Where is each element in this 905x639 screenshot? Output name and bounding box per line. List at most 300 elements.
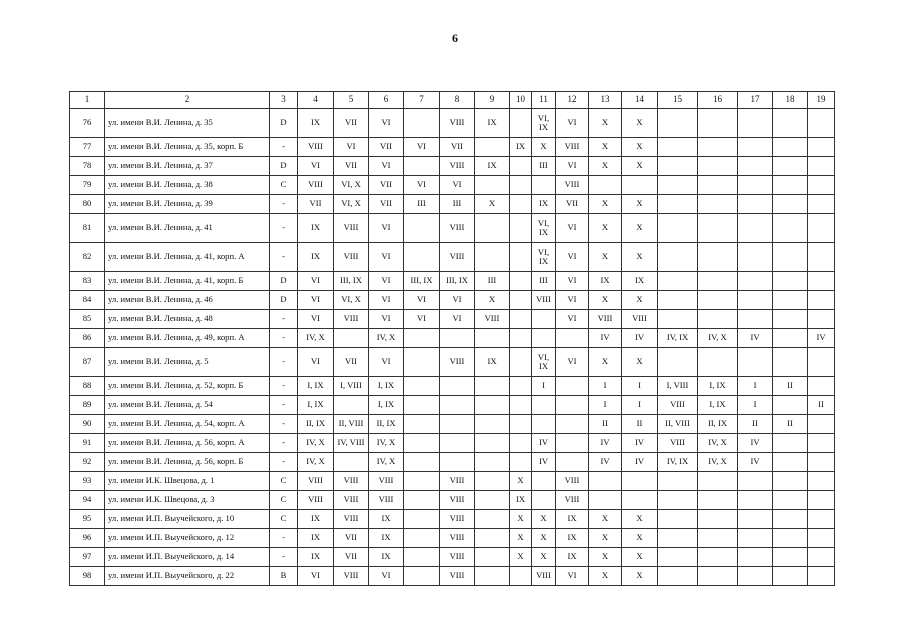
- table-cell: X: [510, 510, 532, 529]
- table-cell: [698, 214, 738, 243]
- table-row: [70, 529, 835, 548]
- table-cell: I: [622, 396, 658, 415]
- table-cell: C: [270, 510, 298, 529]
- table-cell: I, IX: [298, 377, 334, 396]
- row-number-cell: 78: [70, 157, 105, 176]
- table-cell: I, VIII: [334, 377, 369, 396]
- table-cell: D: [270, 157, 298, 176]
- table-cell: [808, 434, 835, 453]
- table-cell: -: [270, 434, 298, 453]
- table-cell: IV: [738, 453, 773, 472]
- table-cell: [773, 157, 808, 176]
- table-cell: [738, 348, 773, 377]
- table-cell: [532, 329, 556, 348]
- table-cell: X: [589, 291, 622, 310]
- table-cell: [738, 291, 773, 310]
- table-cell: X: [622, 348, 658, 377]
- table-cell: VI: [369, 348, 404, 377]
- table-cell: [773, 243, 808, 272]
- table-cell: [440, 415, 475, 434]
- header-cell-2: 2: [105, 92, 270, 109]
- table-cell: III: [440, 195, 475, 214]
- table-cell: [698, 348, 738, 377]
- table-cell: [404, 243, 440, 272]
- table-cell: VI, X: [334, 176, 369, 195]
- table-cell: VI, IX: [532, 243, 556, 272]
- table-cell: D: [270, 272, 298, 291]
- table-cell: -: [270, 396, 298, 415]
- table-cell: [475, 377, 510, 396]
- table-cell: [556, 396, 589, 415]
- table-cell: IX: [589, 272, 622, 291]
- table-cell: [808, 291, 835, 310]
- table-cell: [532, 491, 556, 510]
- table-cell: VII: [556, 195, 589, 214]
- table-cell: VIII: [556, 138, 589, 157]
- row-number-cell: 81: [70, 214, 105, 243]
- table-cell: VIII: [556, 472, 589, 491]
- table-cell: I, IX: [369, 377, 404, 396]
- table-row: [70, 415, 835, 434]
- table-cell: VI: [440, 310, 475, 329]
- table-cell: VIII: [440, 348, 475, 377]
- table-cell: IX: [298, 510, 334, 529]
- table-cell: IX: [556, 510, 589, 529]
- table-cell: [556, 453, 589, 472]
- table-cell: [698, 510, 738, 529]
- row-number-cell: 86: [70, 329, 105, 348]
- table-cell: VI: [556, 243, 589, 272]
- table-cell: C: [270, 472, 298, 491]
- header-cell-11: 11: [532, 92, 556, 109]
- table-cell: [589, 472, 622, 491]
- table-cell: -: [270, 415, 298, 434]
- table-cell: [510, 272, 532, 291]
- table-cell: X: [622, 567, 658, 586]
- table-cell: [510, 176, 532, 195]
- row-number-cell: 76: [70, 109, 105, 138]
- table-cell: VIII: [440, 548, 475, 567]
- table-row: [70, 214, 835, 243]
- table-cell: I: [532, 377, 556, 396]
- table-cell: [698, 157, 738, 176]
- table-row: [70, 377, 835, 396]
- table-cell: C: [270, 176, 298, 195]
- table-cell: [773, 348, 808, 377]
- table-cell: IV, IX: [658, 453, 698, 472]
- table-cell: [510, 157, 532, 176]
- table-cell: VIII: [440, 491, 475, 510]
- address-cell: ул. имени И.П. Выучейского, д. 12: [105, 529, 270, 548]
- table-cell: IV, X: [698, 453, 738, 472]
- row-number-cell: 79: [70, 176, 105, 195]
- table-cell: III: [404, 195, 440, 214]
- table-row: [70, 272, 835, 291]
- table-cell: D: [270, 291, 298, 310]
- table-cell: [773, 329, 808, 348]
- address-cell: ул. имени В.И. Ленина, д. 56, корп. Б: [105, 453, 270, 472]
- table-cell: [773, 176, 808, 195]
- table-cell: I: [738, 396, 773, 415]
- table-cell: [404, 510, 440, 529]
- table-cell: VII: [369, 176, 404, 195]
- table-cell: [658, 243, 698, 272]
- table-cell: [510, 415, 532, 434]
- table-cell: [475, 472, 510, 491]
- table-cell: [440, 453, 475, 472]
- table-cell: X: [622, 291, 658, 310]
- table-cell: X: [510, 529, 532, 548]
- table-cell: [440, 396, 475, 415]
- table-cell: [658, 109, 698, 138]
- table-cell: VIII: [532, 291, 556, 310]
- table-cell: [698, 243, 738, 272]
- table-cell: [475, 548, 510, 567]
- table-cell: I, VIII: [658, 377, 698, 396]
- table-cell: VIII: [440, 567, 475, 586]
- table-cell: [738, 157, 773, 176]
- table-cell: [404, 396, 440, 415]
- table-cell: [658, 291, 698, 310]
- table-cell: [773, 453, 808, 472]
- table-cell: III: [475, 272, 510, 291]
- table-cell: [658, 529, 698, 548]
- table-cell: II, IX: [298, 415, 334, 434]
- row-number-cell: 83: [70, 272, 105, 291]
- table-cell: X: [589, 195, 622, 214]
- table-cell: -: [270, 138, 298, 157]
- table-cell: X: [589, 138, 622, 157]
- header-cell-10: 10: [510, 92, 532, 109]
- table-cell: VIII: [440, 243, 475, 272]
- header-cell-7: 7: [404, 92, 440, 109]
- table-cell: VI: [298, 272, 334, 291]
- table-cell: [808, 472, 835, 491]
- table-cell: IX: [510, 491, 532, 510]
- table-cell: [738, 510, 773, 529]
- table-cell: IV: [589, 434, 622, 453]
- header-cell-8: 8: [440, 92, 475, 109]
- table-cell: IV, X: [369, 434, 404, 453]
- table-cell: [658, 548, 698, 567]
- address-cell: ул. имени В.И. Ленина, д. 54: [105, 396, 270, 415]
- table-cell: [738, 491, 773, 510]
- table-cell: II: [738, 415, 773, 434]
- table-cell: [773, 529, 808, 548]
- table-cell: [698, 195, 738, 214]
- header-cell-9: 9: [475, 92, 510, 109]
- table-cell: VI: [556, 214, 589, 243]
- table-cell: VI: [556, 567, 589, 586]
- address-cell: ул. имени В.И. Ленина, д. 5: [105, 348, 270, 377]
- table-cell: IV: [622, 329, 658, 348]
- table-cell: -: [270, 195, 298, 214]
- table-cell: IX: [298, 109, 334, 138]
- table-cell: IV: [589, 329, 622, 348]
- table-cell: [738, 243, 773, 272]
- table-cell: IV: [589, 453, 622, 472]
- table-cell: IV, X: [298, 329, 334, 348]
- address-cell: ул. имени В.И. Ленина, д. 48: [105, 310, 270, 329]
- header-cell-18: 18: [773, 92, 808, 109]
- table-cell: VI: [440, 176, 475, 195]
- table-cell: X: [589, 157, 622, 176]
- table-cell: VI, IX: [532, 214, 556, 243]
- table-cell: III, IX: [404, 272, 440, 291]
- table-cell: VII: [369, 138, 404, 157]
- table-cell: VIII: [532, 567, 556, 586]
- table-cell: [475, 415, 510, 434]
- table-cell: VI, X: [334, 291, 369, 310]
- table-cell: VII: [298, 195, 334, 214]
- table-cell: X: [532, 138, 556, 157]
- table-body: [70, 92, 835, 586]
- table-cell: [404, 472, 440, 491]
- table-cell: B: [270, 567, 298, 586]
- row-number-cell: 98: [70, 567, 105, 586]
- table-cell: II, VIII: [334, 415, 369, 434]
- table-cell: [698, 529, 738, 548]
- header-cell-17: 17: [738, 92, 773, 109]
- table-cell: X: [475, 195, 510, 214]
- table-cell: VI: [404, 310, 440, 329]
- table-cell: II, VIII: [658, 415, 698, 434]
- table-cell: [532, 415, 556, 434]
- table-cell: VII: [369, 195, 404, 214]
- table-cell: IX: [298, 243, 334, 272]
- table-cell: IX: [298, 529, 334, 548]
- table-cell: [738, 176, 773, 195]
- table-cell: IX: [369, 510, 404, 529]
- table-cell: VIII: [440, 529, 475, 548]
- table-cell: [658, 567, 698, 586]
- table-cell: VII: [440, 138, 475, 157]
- row-number-cell: 90: [70, 415, 105, 434]
- table-cell: [773, 291, 808, 310]
- table-cell: II: [622, 415, 658, 434]
- table-cell: [658, 157, 698, 176]
- table-cell: -: [270, 310, 298, 329]
- table-cell: [773, 195, 808, 214]
- table-cell: [808, 415, 835, 434]
- table-row: [70, 176, 835, 195]
- table-cell: VIII: [334, 243, 369, 272]
- table-cell: VIII: [334, 472, 369, 491]
- table-cell: [532, 472, 556, 491]
- table-cell: [658, 310, 698, 329]
- table-cell: [738, 272, 773, 291]
- table-cell: [334, 329, 369, 348]
- table-cell: [808, 109, 835, 138]
- table-cell: [773, 396, 808, 415]
- table-cell: [589, 176, 622, 195]
- table-cell: [808, 243, 835, 272]
- table-row: [70, 348, 835, 377]
- table-cell: VIII: [334, 310, 369, 329]
- table-cell: IV, X: [369, 453, 404, 472]
- table-cell: VIII: [334, 510, 369, 529]
- address-cell: ул. имени В.И. Ленина, д. 41: [105, 214, 270, 243]
- table-cell: II: [773, 415, 808, 434]
- header-cell-14: 14: [622, 92, 658, 109]
- table-cell: IX: [556, 529, 589, 548]
- table-cell: [475, 396, 510, 415]
- row-number-cell: 91: [70, 434, 105, 453]
- address-cell: ул. имени И.П. Выучейского, д. 22: [105, 567, 270, 586]
- table-cell: VI: [404, 138, 440, 157]
- table-cell: X: [589, 548, 622, 567]
- page-number: 6: [452, 31, 458, 45]
- table-row: [70, 472, 835, 491]
- table-cell: -: [270, 329, 298, 348]
- table-cell: III, IX: [334, 272, 369, 291]
- table-cell: [773, 310, 808, 329]
- table-header-row: [70, 92, 835, 109]
- table-cell: IX: [510, 138, 532, 157]
- table-cell: -: [270, 348, 298, 377]
- table-cell: [475, 491, 510, 510]
- table-cell: IV, X: [369, 329, 404, 348]
- table-cell: IX: [556, 548, 589, 567]
- table-cell: [404, 548, 440, 567]
- table-cell: VIII: [369, 472, 404, 491]
- table-cell: II, IX: [369, 415, 404, 434]
- row-number-cell: 88: [70, 377, 105, 396]
- table-cell: [808, 491, 835, 510]
- table-cell: X: [622, 214, 658, 243]
- table-cell: VIII: [440, 472, 475, 491]
- table-cell: I, IX: [698, 377, 738, 396]
- table-cell: VIII: [622, 310, 658, 329]
- table-cell: [556, 329, 589, 348]
- row-number-cell: 96: [70, 529, 105, 548]
- table-cell: IV, X: [698, 434, 738, 453]
- table-cell: II: [589, 415, 622, 434]
- table-cell: [698, 491, 738, 510]
- table-cell: [773, 214, 808, 243]
- header-cell-4: 4: [298, 92, 334, 109]
- table-cell: III: [532, 157, 556, 176]
- row-number-cell: 80: [70, 195, 105, 214]
- header-cell-5: 5: [334, 92, 369, 109]
- row-number-cell: 94: [70, 491, 105, 510]
- table-cell: VIII: [658, 434, 698, 453]
- table-cell: [738, 472, 773, 491]
- table-cell: [510, 453, 532, 472]
- table-cell: VIII: [440, 510, 475, 529]
- table-row: [70, 510, 835, 529]
- table-cell: -: [270, 529, 298, 548]
- table-row: [70, 548, 835, 567]
- table-cell: VIII: [334, 491, 369, 510]
- table-row: [70, 453, 835, 472]
- table-cell: X: [532, 510, 556, 529]
- table-cell: IX: [475, 348, 510, 377]
- table-cell: -: [270, 243, 298, 272]
- table-cell: IX: [298, 214, 334, 243]
- table-cell: [738, 548, 773, 567]
- table-cell: VII: [334, 348, 369, 377]
- table-cell: VIII: [440, 214, 475, 243]
- address-cell: ул. имени В.И. Ленина, д. 41, корп. А: [105, 243, 270, 272]
- table-cell: [475, 529, 510, 548]
- table-cell: [475, 510, 510, 529]
- table-cell: VI: [440, 291, 475, 310]
- table-cell: [404, 329, 440, 348]
- table-row: [70, 109, 835, 138]
- table-cell: [698, 176, 738, 195]
- table-cell: [808, 310, 835, 329]
- table-cell: I: [622, 377, 658, 396]
- table-cell: X: [510, 548, 532, 567]
- table-cell: C: [270, 491, 298, 510]
- table-cell: VIII: [440, 157, 475, 176]
- table-cell: I, IX: [369, 396, 404, 415]
- table-cell: VII: [334, 529, 369, 548]
- table-cell: [658, 472, 698, 491]
- row-number-cell: 92: [70, 453, 105, 472]
- table-cell: [510, 109, 532, 138]
- table-cell: [622, 472, 658, 491]
- table-cell: [404, 157, 440, 176]
- table-cell: [808, 529, 835, 548]
- table-cell: [738, 310, 773, 329]
- table-cell: [738, 214, 773, 243]
- table-cell: [808, 176, 835, 195]
- table-cell: [404, 567, 440, 586]
- table-cell: VI: [298, 567, 334, 586]
- table-cell: [773, 472, 808, 491]
- table-cell: [773, 109, 808, 138]
- table-cell: I, IX: [698, 396, 738, 415]
- address-cell: ул. имени В.И. Ленина, д. 52, корп. Б: [105, 377, 270, 396]
- table-cell: [698, 138, 738, 157]
- table-cell: VIII: [369, 491, 404, 510]
- table-cell: X: [622, 195, 658, 214]
- table-cell: [475, 434, 510, 453]
- table-cell: I: [589, 377, 622, 396]
- table-cell: VI: [369, 310, 404, 329]
- table-cell: VI: [369, 157, 404, 176]
- header-cell-13: 13: [589, 92, 622, 109]
- table-cell: [510, 348, 532, 377]
- table-cell: VI: [556, 157, 589, 176]
- table-cell: IV: [532, 453, 556, 472]
- table-cell: VIII: [556, 176, 589, 195]
- register-table: [69, 91, 835, 586]
- table-cell: X: [622, 243, 658, 272]
- table-cell: [658, 491, 698, 510]
- table-cell: [475, 214, 510, 243]
- table-cell: IV, X: [698, 329, 738, 348]
- table-cell: VII: [334, 548, 369, 567]
- header-cell-1: 1: [70, 92, 105, 109]
- table-row: [70, 138, 835, 157]
- table-cell: [404, 415, 440, 434]
- table-cell: [510, 310, 532, 329]
- table-cell: [658, 272, 698, 291]
- table-cell: [510, 329, 532, 348]
- table-cell: [510, 396, 532, 415]
- table-cell: [808, 567, 835, 586]
- table-cell: [622, 491, 658, 510]
- table-cell: IV: [532, 434, 556, 453]
- address-cell: ул. имени В.И. Ленина, д. 38: [105, 176, 270, 195]
- row-number-cell: 77: [70, 138, 105, 157]
- table-cell: [404, 434, 440, 453]
- table-cell: VI: [404, 176, 440, 195]
- table-cell: X: [622, 548, 658, 567]
